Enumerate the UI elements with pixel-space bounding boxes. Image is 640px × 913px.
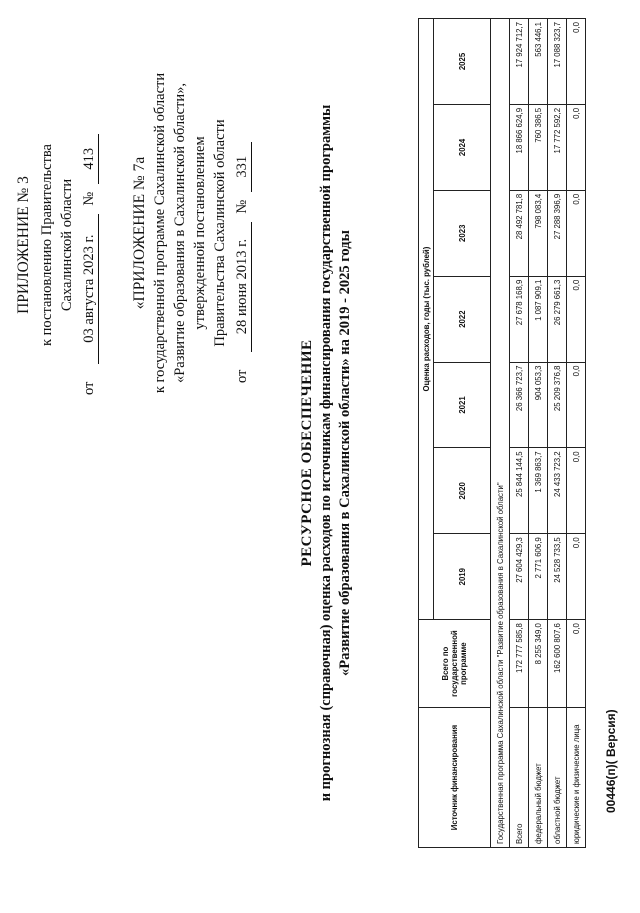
row-label: Всего bbox=[510, 708, 529, 848]
header-year: 2019 bbox=[434, 534, 491, 620]
header-year: 2020 bbox=[434, 448, 491, 534]
appendix-7a-line4: Правительства Сахалинской области bbox=[212, 119, 228, 347]
appendix-7a-number-label: № bbox=[234, 199, 250, 214]
cell-value: 798 083,4 bbox=[529, 190, 548, 276]
cell-value: 24 433 723,2 bbox=[548, 448, 567, 534]
appendix-7a-line3: утвержденной постановлением bbox=[192, 136, 208, 330]
cell-total: 8 255 349,0 bbox=[529, 620, 548, 708]
document-subtitle-2: «Развитие образования в Сахалинской области» на 2019 - 2025 годы bbox=[337, 230, 353, 676]
cell-value: 24 528 733,5 bbox=[548, 534, 567, 620]
cell-total: 0,0 bbox=[567, 620, 586, 708]
header-year: 2021 bbox=[434, 362, 491, 448]
cell-value: 25 844 144,5 bbox=[510, 448, 529, 534]
row-label: федеральный бюджет bbox=[529, 708, 548, 848]
cell-value: 1 369 863,7 bbox=[529, 448, 548, 534]
cell-value: 0,0 bbox=[567, 19, 586, 105]
header-year: 2024 bbox=[434, 104, 491, 190]
table-row bbox=[510, 19, 529, 848]
program-row bbox=[491, 19, 510, 848]
table-row bbox=[548, 19, 567, 848]
cell-value: 563 446,1 bbox=[529, 19, 548, 105]
cell-value: 0,0 bbox=[567, 190, 586, 276]
cell-value: 27 288 396,9 bbox=[548, 190, 567, 276]
header-year: 2025 bbox=[434, 19, 491, 105]
cell-value: 25 209 376,8 bbox=[548, 362, 567, 448]
cell-value: 760 386,5 bbox=[529, 104, 548, 190]
appendix-3-title: ПРИЛОЖЕНИЕ № 3 bbox=[15, 176, 32, 314]
cell-value: 26 279 661,3 bbox=[548, 276, 567, 362]
cell-value: 27 678 168,9 bbox=[510, 276, 529, 362]
appendix-3-header bbox=[14, 95, 99, 395]
appendix-3-date-line bbox=[79, 95, 99, 395]
appendix-3-line1: к постановлению Правительства bbox=[39, 144, 55, 346]
appendix-7a-date: 28 июня 2013 г. bbox=[234, 222, 252, 352]
document-title: РЕСУРСНОЕ ОБЕСПЕЧЕНИЕ bbox=[299, 339, 315, 567]
cell-value: 17 924 712,7 bbox=[510, 19, 529, 105]
appendix-3-number: 413 bbox=[81, 134, 99, 184]
cell-value: 0,0 bbox=[567, 362, 586, 448]
cell-value: 0,0 bbox=[567, 448, 586, 534]
appendix-3-line2: Сахалинской области bbox=[59, 178, 75, 312]
cell-value: 0,0 bbox=[567, 276, 586, 362]
header-source: Источник финансирования bbox=[419, 708, 491, 848]
row-label: областной бюджет bbox=[548, 708, 567, 848]
cell-value: 1 087 909,1 bbox=[529, 276, 548, 362]
header-year: 2022 bbox=[434, 276, 491, 362]
cell-value: 17 772 592,2 bbox=[548, 104, 567, 190]
appendix-3-from-label: от bbox=[81, 381, 97, 395]
cell-value: 2 771 606,9 bbox=[529, 534, 548, 620]
appendix-7a-line1: к государственной программе Сахалинской области bbox=[152, 72, 168, 394]
cell-value: 0,0 bbox=[567, 534, 586, 620]
header-estimate-group: Оценка расходов, годы (тыс. рублей) bbox=[419, 19, 434, 620]
table-header-row-1 bbox=[419, 19, 434, 848]
cell-total: 162 600 807,6 bbox=[548, 620, 567, 708]
document-title-block bbox=[298, 13, 355, 893]
cell-value: 28 492 781,8 bbox=[510, 190, 529, 276]
document-version-code: 00446(п)( Версия) bbox=[604, 709, 618, 813]
program-name: Государственная программа Сахалинской области "Развитие образования в Сахалинской области" bbox=[491, 19, 510, 848]
cell-value: 26 366 723,7 bbox=[510, 362, 529, 448]
appendix-3-number-label: № bbox=[81, 191, 97, 206]
cell-total: 172 777 585,8 bbox=[510, 620, 529, 708]
cell-value: 27 604 429,3 bbox=[510, 534, 529, 620]
table-row bbox=[529, 19, 548, 848]
appendix-7a-header bbox=[130, 23, 252, 443]
cell-value: 0,0 bbox=[567, 104, 586, 190]
appendix-7a-date-line bbox=[232, 23, 252, 443]
header-total: Всего по государственной программе bbox=[419, 620, 491, 708]
appendix-7a-line2: «Развитие образования в Сахалинской области», bbox=[172, 82, 188, 384]
appendix-3-date: 03 августа 2023 г. bbox=[81, 214, 99, 364]
row-label: юридические и физические лица bbox=[567, 708, 586, 848]
table-row bbox=[567, 19, 586, 848]
appendix-7a-number: 331 bbox=[234, 142, 252, 192]
financing-table bbox=[418, 18, 586, 848]
document-subtitle-1: и прогнозная (справочная) оценка расходов по источникам финансирования государственной программы bbox=[318, 104, 334, 802]
appendix-7a-from-label: от bbox=[234, 369, 250, 383]
cell-value: 18 866 624,9 bbox=[510, 104, 529, 190]
cell-value: 904 053,3 bbox=[529, 362, 548, 448]
cell-value: 17 088 323,7 bbox=[548, 19, 567, 105]
appendix-7a-title: «ПРИЛОЖЕНИЕ № 7а bbox=[131, 156, 148, 310]
header-year: 2023 bbox=[434, 190, 491, 276]
